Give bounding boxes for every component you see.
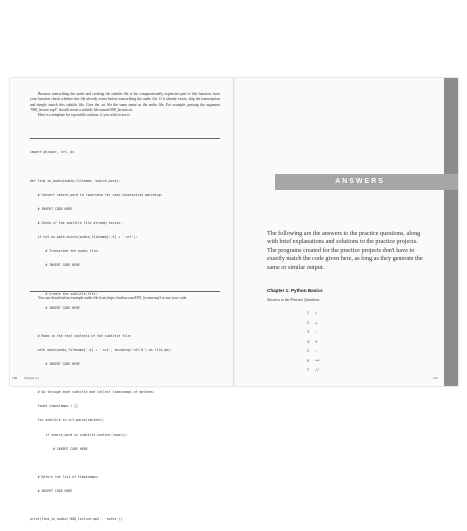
- page-title: ANSWERS: [335, 178, 385, 185]
- list-item: 6. **: [307, 357, 320, 363]
- code-line: # Return the list of timestamps:: [30, 474, 100, 479]
- code-line: # Check if the subtitle file already exists:: [30, 220, 123, 225]
- code-line: # INSERT CODE HERE: [30, 489, 73, 494]
- chapter-side-tab: [444, 78, 458, 386]
- code-block: [30, 141, 220, 531]
- code-line: # INSERT CODE HERE: [30, 362, 80, 367]
- left-page-intro: [30, 92, 220, 118]
- list-item: 5. -: [307, 348, 318, 353]
- right-folio: 167: [433, 376, 439, 380]
- code-line: for subtitle in srt.parse(content):: [30, 418, 105, 423]
- code-line: # Convert search_word to lowercase for case-insensitive matching:: [30, 192, 163, 197]
- code-line: found_timestamps = []: [30, 404, 78, 409]
- running-footer: Chapter 41: [23, 376, 39, 380]
- left-folio: [12, 376, 45, 380]
- answers-intro: The following are the answers to the practice questions, along with brief explanations and solutions to the practice projects. The programs created for the practice projects don't have to exactly match the code given here, as long as they generate the same or similar output.: [267, 230, 423, 271]
- download-note: You can download an example audio file from https://autbor.com/DIY_lecture.mp3 to use your code.: [38, 296, 188, 300]
- code-line: [30, 277, 220, 282]
- code-bottom-rule: [30, 291, 220, 292]
- code-line: with open(audio_filename[:-4] + '.srt', encoding='utf-8') as file_obj:: [30, 347, 173, 352]
- answers-banner: [275, 174, 458, 190]
- section-subheading: Answers to the Practice Questions: [267, 298, 320, 302]
- list-item: 1. (: [307, 310, 318, 315]
- paragraph: Because transcribing the audio and creating the subtitle file is the computationally expensive part of this function, have your function check whether this file already exists before transcribing the audio file. If it already exists, skip the transcription and simply search this subtitle file. Give the .srt file the same name as the audio file. For example, passing the argument "088_lecture.mp3" should create a subtitle file named 088_lecture.srt.: [30, 92, 220, 112]
- code-line: [30, 376, 220, 381]
- code-line: print(find_in_audio('088_lecture.mp3', 'notes')): [30, 517, 123, 522]
- book-spread: [10, 78, 458, 522]
- paragraph: Here is a template for a possible solution, if you wish to use it:: [38, 113, 131, 118]
- code-line: import whisper, srt, os: [30, 150, 75, 155]
- left-page: [10, 78, 233, 522]
- code-line: # INSERT CODE HERE: [30, 446, 88, 451]
- code-line: # Read in the text contents of the subtitle file:: [30, 333, 132, 338]
- code-top-rule: [30, 138, 220, 139]
- code-line: def find_in_audio(audio_filename, search_word):: [30, 178, 121, 183]
- code-line: # Go through each subtitle and collect timestamps of matches:: [30, 390, 155, 395]
- code-line: [30, 461, 220, 466]
- list-item: 3. -: [307, 329, 318, 334]
- code-line: [30, 320, 220, 325]
- chapter-heading: Chapter 1: Python Basics: [267, 288, 323, 293]
- list-item: 2. +: [307, 319, 318, 325]
- code-line: # INSERT CODE HERE: [30, 263, 80, 268]
- code-line: # Create the subtitle file:: [30, 291, 98, 296]
- page-number: 168: [12, 376, 18, 380]
- right-page: [235, 78, 458, 386]
- code-line: # Transcribe the audio file:: [30, 249, 100, 254]
- answer-list: [307, 308, 367, 375]
- list-item: 4. %: [307, 338, 318, 344]
- code-line: [30, 503, 220, 508]
- list-item: 7. //: [307, 367, 320, 372]
- code-line: [30, 165, 220, 170]
- code-line: if not os.path.exists(audio_filename[:-4] + '.srt'):: [30, 235, 138, 240]
- code-line: # INSERT CODE HERE: [30, 305, 80, 310]
- code-line: # INSERT CODE HERE: [30, 206, 73, 211]
- code-line: if search_word in subtitle.content.lower():: [30, 432, 128, 437]
